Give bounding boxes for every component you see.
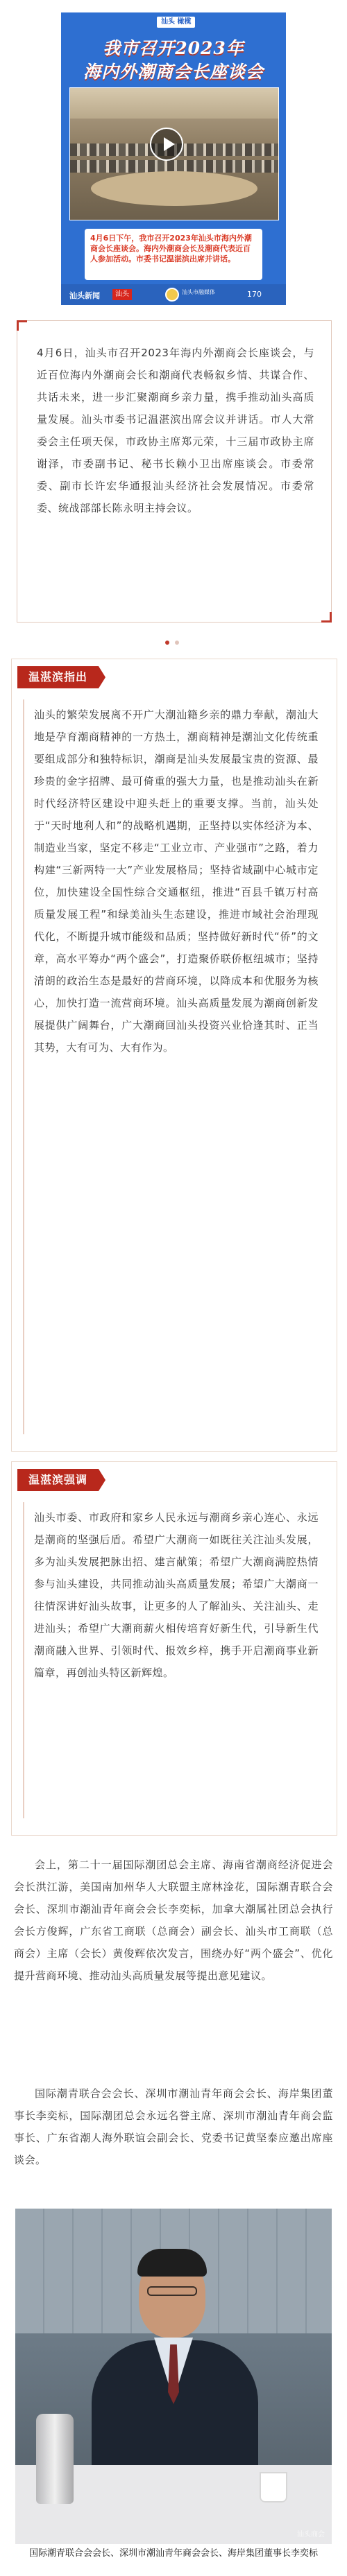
thumbnail-ceiling xyxy=(70,88,278,119)
play-icon[interactable] xyxy=(150,128,183,161)
section-body: 汕头市委、市政府和家乡人民永远与潮商乡亲心连心、永远是潮商的坚强后盾。希望广大潮商一如既往关注汕头发展，多为汕头发展把脉出招、建言献策；希望广大潮商满腔热情参与汕头建设，共同推动汕头高质量发展；希望广大潮商一往情深讲好汕头故事，让更多的人了解汕头、关注汕头、走进汕头；希望广大潮商薪火相传培育好新生代，引导新生代潮商融入世界、引领时代、报效乡梓，携手开启潮商事业新篇章，再创汕头特区新辉煌。 xyxy=(34,1511,319,1679)
carousel-dot-active[interactable] xyxy=(165,641,169,645)
section-remarks xyxy=(11,659,337,1452)
intro-box xyxy=(17,320,332,623)
photo-person-hair xyxy=(137,2249,207,2277)
photo-person-glasses xyxy=(147,2286,197,2296)
section-rule xyxy=(23,699,24,1434)
photo-thermos-flask xyxy=(36,2414,74,2504)
video-channel-badge: 汕头 xyxy=(112,289,132,300)
photo-caption: 国际潮青联合会会长、深圳市潮汕青年商会会长、海岸集团董事长李奕标 xyxy=(28,2548,318,2559)
emblem-icon xyxy=(165,288,179,302)
section-body: 汕头的繁荣发展离不开广大潮汕籍乡亲的鼎力奉献，潮汕大地是孕育潮商精神的一方热土，潮商精神是潮汕文化传统重要组成部分和独特标识，潮商是汕头发展最宝贵的资源、最珍贵的金字招牌、最可倚重的强大力量，也是推动汕头在新时代经济特区建设中迎头赶上的重要支撑。当前，汕头处于“天时地利人和”的战略机遇期，正坚持以实体经济为本、制造业当家，坚定不移走“工业立市、产业强市”之路，着力构建“三新两特一大”产业发展格局；坚持省域副中心城市定位，加快建设全国性综合交通枢纽，推进“百县千镇万村高质量发展工程”和绿美汕头生态建设，推进市域社会治理现代化，不断提升城市能级和品质；坚持做好新时代“侨”的文章，高水平筹办“两个盛会”，打造聚侨联侨枢纽城市；坚持清朗的政治生态是最好的营商环境，以降成本和优服务为核心，加快打造一流营商环境。汕头高质量发展为潮商创新发展提供广阔舞台，广大潮商回汕头投资兴业恰逢其时、正当其势，大有可为、大有作为。 xyxy=(34,708,319,1054)
video-caption: 4月6日下午，我市召开2023年汕头市海内外潮商会长座谈会。海内外潮商会长及潮商代表近百人参加活动。市委书记温湛滨出席并讲话。 xyxy=(85,229,262,280)
portrait-photo xyxy=(15,2209,332,2544)
video-logo: 汕头 橄榄 xyxy=(157,17,195,28)
video-channel-name: 汕头新闻 xyxy=(69,291,100,300)
corner-decoration xyxy=(321,612,332,623)
video-bottom-bar xyxy=(61,284,286,305)
section-heading: 温湛滨强调 xyxy=(17,1469,99,1491)
photo-watermark: 汕头商会 xyxy=(297,2531,325,2539)
video-card[interactable] xyxy=(61,12,286,305)
section-rule xyxy=(23,1502,24,1818)
video-title-line1: 我市召开2023年 xyxy=(103,38,244,58)
carousel-dots xyxy=(165,641,186,646)
photo-cup xyxy=(260,2472,287,2503)
video-org-name: 汕头市融媒体 xyxy=(182,289,215,295)
section-heading: 温湛滨指出 xyxy=(17,666,99,688)
carousel-dot[interactable] xyxy=(175,641,179,645)
corner-decoration xyxy=(17,320,27,331)
video-view-count: 170 xyxy=(247,290,262,299)
video-title-line2: 海内外潮商会长座谈会 xyxy=(83,62,264,82)
intro-text: 4月6日，汕头市召开2023年海内外潮商会长座谈会，与近百位海内外潮商会长和潮商代表畅叙乡情、共谋合作、共话未来，进一步汇聚潮商乡亲力量，携手推动汕头高质量发展。汕头市委书记温湛滨出席会议并讲话。市人大常委会主任项天保，市政协主席郑元荣，十三届市政协主席谢泽，市委副书记、秘书长赖小卫出席座谈会。市委常委、副市长许宏华通报汕头经济社会发展情况。市委常委、统战部部长陈永明主持会议。 xyxy=(37,347,314,514)
article-paragraph: 会上，第二十一届国际潮团总会主席、海南省潮商经济促进会会长洪江游，美国南加州华人大联盟主席林淦花，国际潮青联合会会长、深圳市潮汕青年商会会长李奕标，加拿大潮属社团总会执行会长方俊辉，广东省工商联（总商会）副会长、汕头市工商联（总商会）主席（会长）黄俊辉依次发言，围绕办好“两个盛会”、优化提升营商环境、推动汕头高质量发展等提出意见建议。 xyxy=(14,1859,333,1982)
thumbnail-table xyxy=(91,171,257,206)
article-paragraph: 国际潮青联合会会长、深圳市潮汕青年商会会长、海岸集团董事长李奕标，国际潮团总会永远名誉主席、深圳市潮汕青年商会监事长、广东省潮人海外联谊会副会长、党委书记黄坚泰应邀出席座谈会。 xyxy=(14,2087,333,2166)
section-emphasis xyxy=(11,1461,337,1836)
